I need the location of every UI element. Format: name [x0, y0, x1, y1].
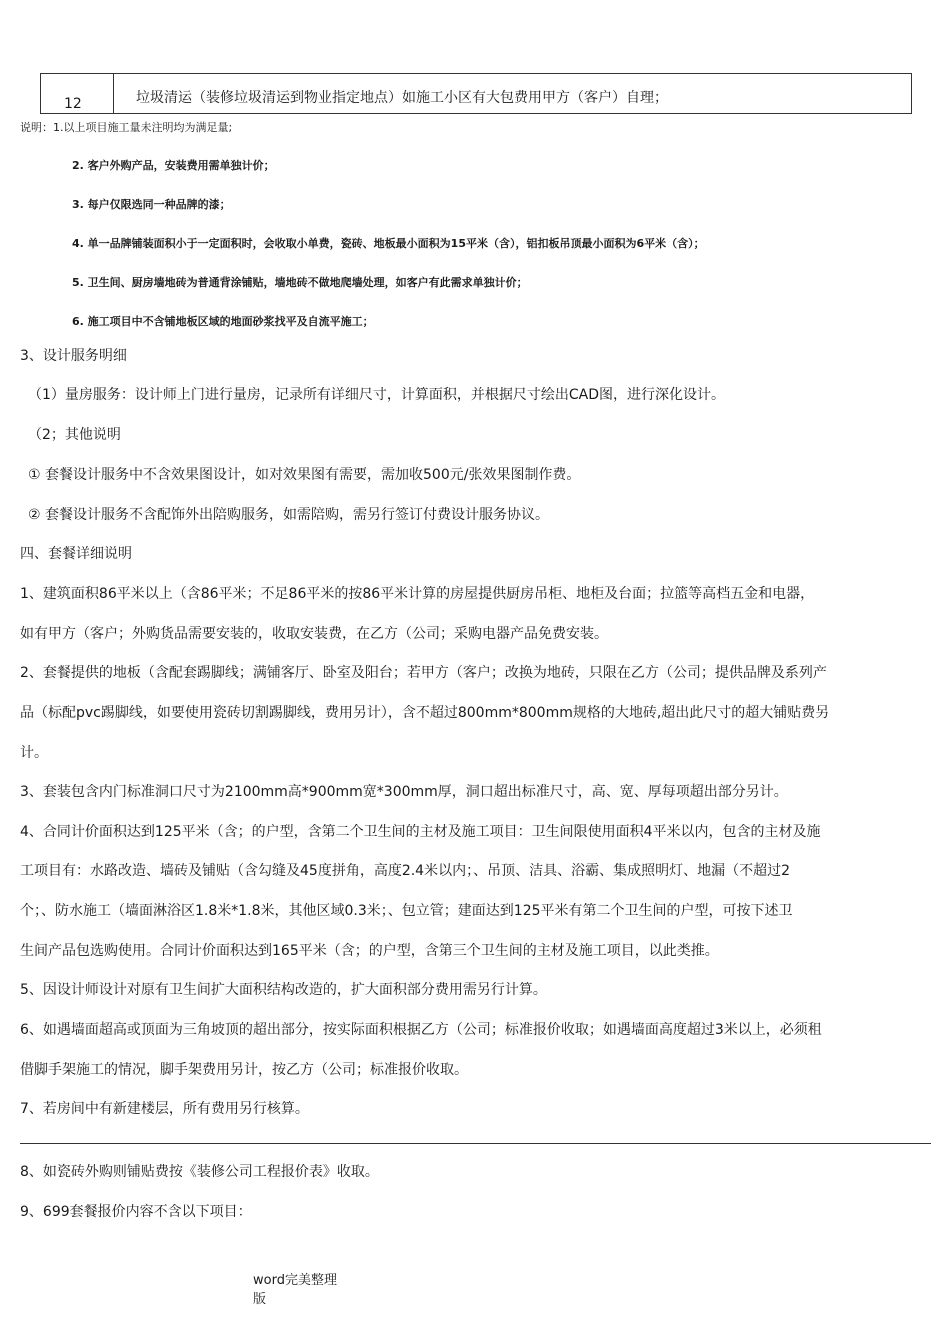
design-service-heading: 3、设计服务明细: [20, 348, 127, 364]
package-line: 8、如瓷砖外购则铺贴费按《装修公司工程报价表》收取。: [20, 1164, 379, 1180]
table-row-number: 12: [64, 96, 82, 112]
package-line: 计。: [20, 745, 48, 761]
package-heading: 四、套餐详细说明: [20, 546, 132, 562]
package-line: 生间产品包选购使用。合同计价面积达到165平米（含；的户型，含第三个卫生间的主材及施工项目，以此类推。: [20, 943, 719, 959]
other-note-2: ② 套餐设计服务不含配饰外出陪购服务，如需陪购，需另行签订付费设计服务协议。: [28, 507, 549, 523]
footer-line-1: word完美整理: [253, 1273, 337, 1288]
package-line: 如有甲方（客户；外购货品需要安装的，收取安装费，在乙方（公司；采购电器产品免费安装。: [20, 626, 608, 642]
note-item: 4. 单一品牌铺装面积小于一定面积时，会收取小单费，瓷砖、地板最小面积为15平米（含），铝扣板吊顶最小面积为6平米（含）；: [72, 237, 705, 250]
package-line: 1、建筑面积86平米以上（含86平米；不足86平米的按86平米计算的房屋提供厨房吊柜、地柜及台面；拉篮等高档五金和电器，: [20, 586, 815, 602]
note-item: 3. 每户仅限选同一种品牌的漆；: [72, 198, 231, 211]
package-line: 7、若房间中有新建楼层，所有费用另行核算。: [20, 1101, 309, 1117]
other-notes-heading: （2；其他说明: [28, 427, 121, 443]
note-item: 6. 施工项目中不含铺地板区域的地面砂浆找平及自流平施工；: [72, 315, 374, 328]
package-line: 5、因设计师设计对原有卫生间扩大面积结构改造的，扩大面积部分费用需另行计算。: [20, 982, 547, 998]
package-line: 2、套餐提供的地板（含配套踢脚线；满铺客厅、卧室及阳台；若甲方（客户；改换为地砖，只限在乙方（公司；提供品牌及系列产: [20, 665, 827, 681]
table-row-text: 垃圾清运（装修垃圾清运到物业指定地点）如施工小区有大包费用甲方（客户）自理；: [136, 90, 668, 106]
footer-line-2: 版: [253, 1292, 267, 1307]
package-line: 工项目有：水路改造、墙砖及铺贴（含勾缝及45度拼角，高度2.4米以内；、吊顶、洁具、浴霸、集成照明灯、地漏（不超过2: [20, 863, 790, 879]
package-line: 品（标配pvc踢脚线，如要使用瓷砖切割踢脚线，费用另计），含不超过800mm*800mm规格的大地砖,超出此尺寸的超大铺贴费另: [20, 705, 830, 721]
package-line: 个；、防水施工（墙面淋浴区1.8米*1.8米，其他区域0.3米；、包立管；建面达到125平米有第二个卫生间的户型，可按下述卫: [20, 903, 793, 919]
item-table: [40, 73, 912, 114]
measure-service-text: （1）量房服务：设计师上门进行量房，记录所有详细尺寸，计算面积，并根据尺寸绘出CAD图，进行深化设计。: [28, 387, 726, 403]
notes-heading: 说明：1.以上项目施工量未注明均为满足量;: [20, 121, 233, 134]
horizontal-rule: [20, 1143, 931, 1144]
note-item: 5. 卫生间、厨房墙地砖为普通背涂铺贴，墙地砖不做地爬墙处理，如客户有此需求单独计价；: [72, 276, 528, 289]
table-divider: [113, 74, 114, 113]
package-line: 4、合同计价面积达到125平米（含；的户型，含第二个卫生间的主材及施工项目：卫生间限使用面积4平米以内，包含的主材及施: [20, 824, 821, 840]
package-line: 6、如遇墙面超高或顶面为三角坡顶的超出部分，按实际面积根据乙方（公司；标准报价收取；如遇墙面高度超过3米以上，必须租: [20, 1022, 822, 1038]
package-line: 9、699套餐报价内容不含以下项目：: [20, 1204, 252, 1220]
note-item: 2. 客户外购产品，安装费用需单独计价；: [72, 159, 275, 172]
package-line: 借脚手架施工的情况，脚手架费用另计，按乙方（公司；标准报价收取。: [20, 1062, 468, 1078]
package-line: 3、套装包含内门标准洞口尺寸为2100mm高*900mm宽*300mm厚，洞口超出标准尺寸，高、宽、厚每项超出部分另计。: [20, 784, 788, 800]
other-note-1: ① 套餐设计服务中不含效果图设计，如对效果图有需要，需加收500元/张效果图制作费。: [28, 467, 581, 483]
